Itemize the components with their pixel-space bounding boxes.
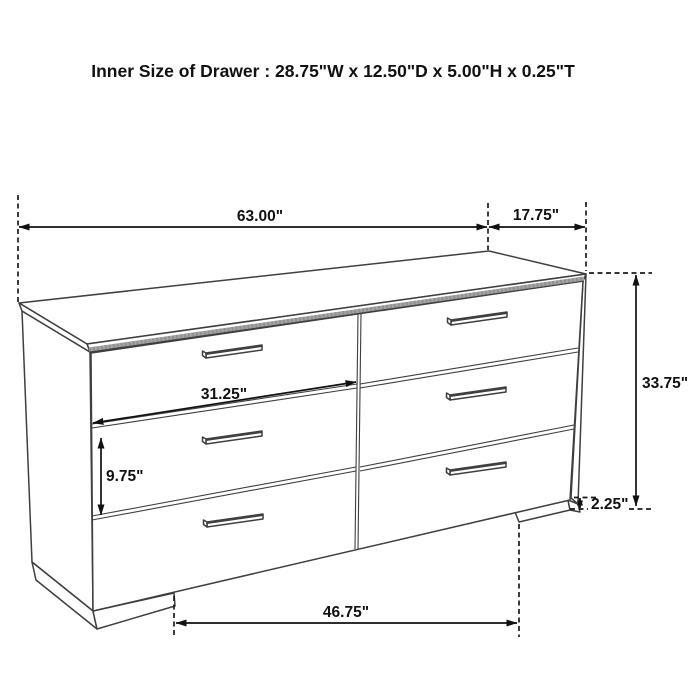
overall-width-label: 63.00" xyxy=(236,208,284,225)
dresser-drawing xyxy=(19,251,586,629)
base-clearance-label: 46.75" xyxy=(322,604,370,621)
drawer-height-label: 9.75" xyxy=(106,468,144,485)
overall-height-label: 33.75" xyxy=(642,375,689,392)
drawer-width-label: 31.25" xyxy=(200,386,248,403)
overall-depth-label: 17.75" xyxy=(512,207,560,224)
base-height-label: 2.25" xyxy=(591,496,629,513)
page-title: Inner Size of Drawer : 28.75"W x 12.50"D x 5.00"H x 0.25"T xyxy=(91,61,575,81)
